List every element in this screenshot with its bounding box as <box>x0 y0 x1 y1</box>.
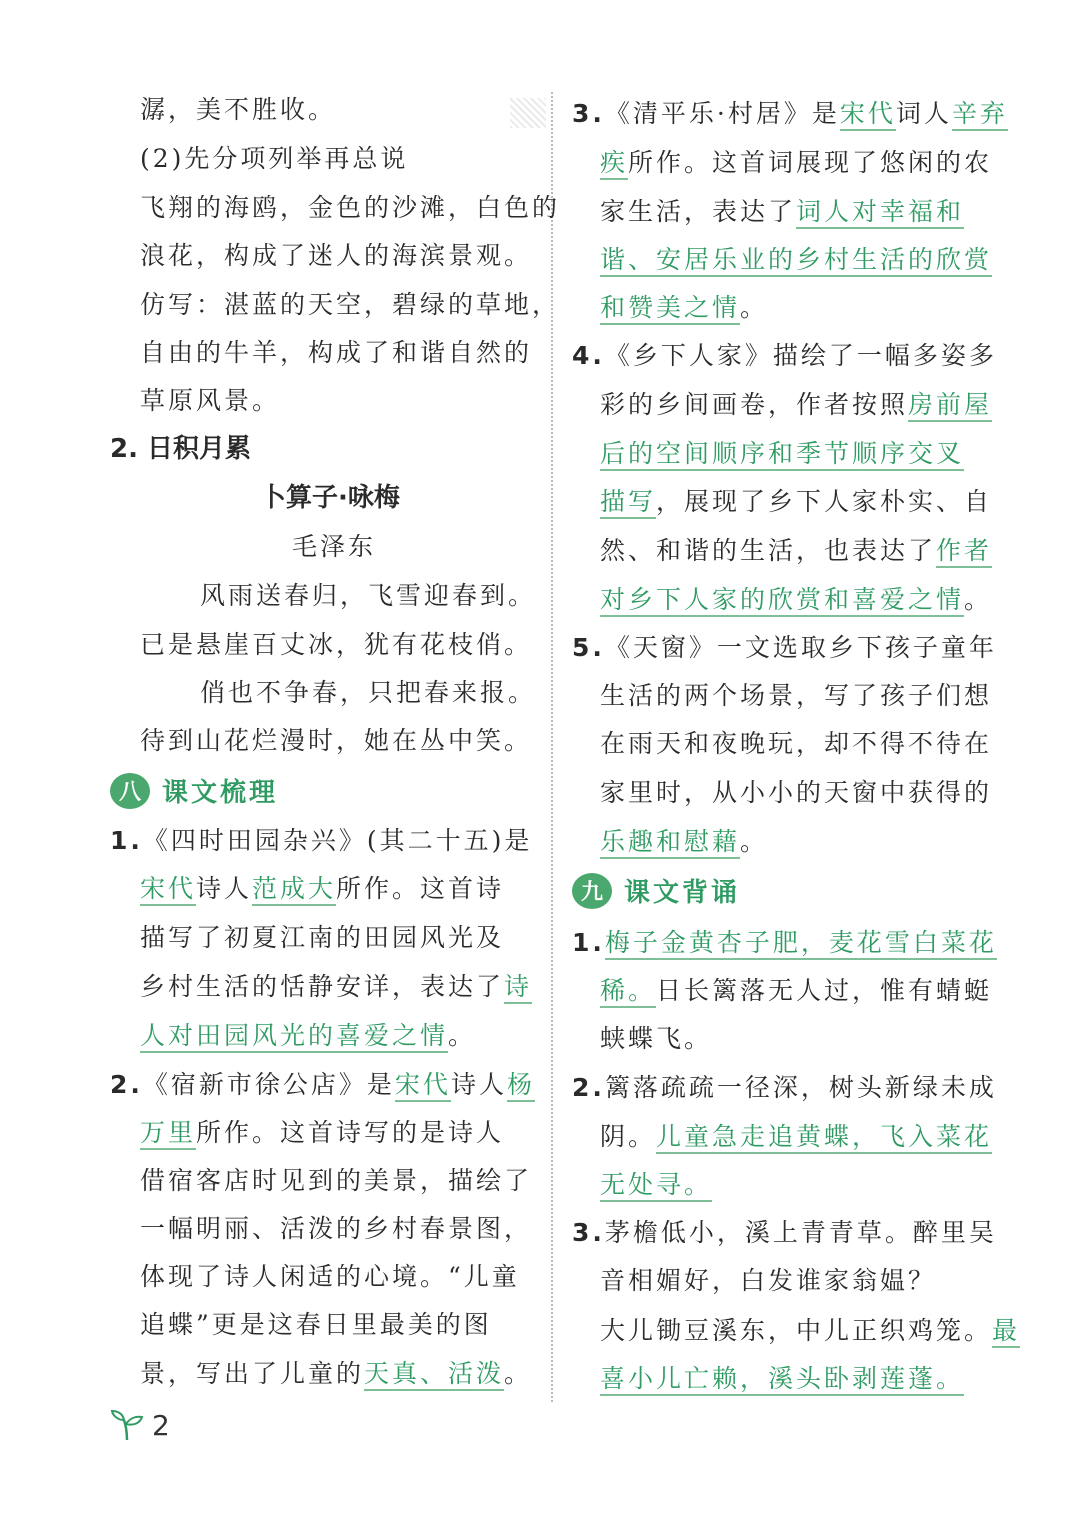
answer-span: 万里 <box>140 1118 196 1150</box>
text-line: 生活的两个场景，写了孩子们想 <box>600 681 993 710</box>
answer-span: 对乡下人家的欣赏和喜爱之情 <box>600 585 964 617</box>
text-span: 。 <box>740 293 769 322</box>
text-line: 飞翔的海鸥，金色的沙滩，白色的 <box>140 193 561 222</box>
section-header-9 <box>572 872 740 909</box>
text-span: 诗人 <box>196 874 253 903</box>
text-line: 体现了诗人闲适的心境。“儿童 <box>140 1262 520 1291</box>
poem-line: 俏也不争春，只把春来报。 <box>200 678 537 707</box>
text-span: 然、和谐的生活，也表达了 <box>600 536 937 565</box>
text-span: 。 <box>740 827 769 856</box>
page-number: 2 <box>152 1408 170 1442</box>
text-line <box>600 536 992 566</box>
text-span: 日长篱落无人过，惟有蜻蜓 <box>656 976 993 1005</box>
text-line: 在雨天和夜晚玩，却不得不待在 <box>600 729 993 758</box>
text-span: 彩的乡间画卷，作者按照 <box>600 390 909 419</box>
text-line <box>600 439 964 469</box>
text-line <box>110 826 532 856</box>
text-line <box>600 976 992 1006</box>
sprout-icon <box>110 1408 144 1442</box>
answer-span: 和赞美之情 <box>600 293 740 325</box>
text-span: 篱落疏疏一径深，树头新绿未成 <box>604 1073 997 1102</box>
answer-span: 梅子金黄杏子肥，麦花雪白菜花 <box>605 928 997 960</box>
answer-span: 辛弃 <box>952 99 1008 131</box>
answer-span: 天真、活泼 <box>364 1359 504 1391</box>
poem-author: 毛泽东 <box>292 532 377 561</box>
text-line <box>600 1364 964 1394</box>
text-line: 描写了初夏江南的田园风光及 <box>140 923 505 952</box>
answer-span: 作者 <box>936 536 992 568</box>
answer-span: 词人对幸福和 <box>796 197 964 229</box>
text-line <box>140 972 532 1002</box>
text-line <box>600 148 992 178</box>
text-line <box>572 633 997 663</box>
answer-span: 范成大 <box>252 874 336 906</box>
text-line <box>600 585 992 615</box>
text-span: 词人 <box>895 99 952 128</box>
text-span: 所作。这首诗 <box>336 874 505 903</box>
text-span: 所作。这首诗写的是诗人 <box>196 1118 505 1147</box>
text-span: 。 <box>504 1359 533 1388</box>
item-number: 1. <box>572 928 605 957</box>
section-title: 课文梳理 <box>162 778 279 808</box>
text-line: 浪花，构成了迷人的海滨景观。 <box>140 241 533 270</box>
answer-span: 宋代 <box>395 1070 451 1102</box>
item-title: 日积月累 <box>147 434 252 464</box>
item-number: 3. <box>572 99 605 128</box>
answer-span: 疾 <box>600 148 628 180</box>
text-line <box>140 1118 504 1148</box>
text-line <box>572 928 997 958</box>
poem-title: 卜算子·咏梅 <box>260 483 400 513</box>
text-line <box>572 341 997 371</box>
text-line <box>600 1170 712 1200</box>
item-heading <box>110 434 251 464</box>
text-line <box>600 245 992 275</box>
section-header-8 <box>110 772 278 809</box>
text-span: 阴。 <box>600 1122 657 1151</box>
section-badge: 九 <box>572 873 612 909</box>
text-line: 仿写：湛蓝的天空，碧绿的草地， <box>140 290 561 319</box>
corner-texture <box>510 98 546 128</box>
text-line: 家里时，从小小的天窗中获得的 <box>600 778 993 807</box>
text-line: 自由的牛羊，构成了和谐自然的 <box>140 338 533 367</box>
text-span: 大儿锄豆溪东，中儿正织鸡笼。 <box>600 1316 993 1345</box>
poem-line: 风雨送春归，飞雪迎春到。 <box>200 581 537 610</box>
text-span: 所作。这首词展现了悠闲的农 <box>628 148 993 177</box>
text-span: 。 <box>448 1021 477 1050</box>
item-number: 1. <box>110 826 143 855</box>
text-line <box>572 1073 997 1103</box>
item-number: 4. <box>572 341 605 370</box>
item-number: 2. <box>572 1073 605 1102</box>
text-line: 潺，美不胜收。 <box>140 95 337 124</box>
text-line <box>140 1021 476 1051</box>
answer-span: 稀。 <box>600 976 656 1008</box>
answer-span: 儿童急走追黄蝶，飞入菜花 <box>656 1122 992 1154</box>
answer-span: 最 <box>992 1316 1020 1348</box>
answer-span: 宋代 <box>840 99 896 131</box>
text-span: 《天窗》一文选取乡下孩子童年 <box>604 633 997 662</box>
text-line <box>110 1070 535 1100</box>
text-line: 草原风景。 <box>140 386 281 415</box>
text-line: 一幅明丽、活泼的乡村春景图， <box>140 1214 533 1243</box>
text-line <box>600 487 992 517</box>
answer-span: 房前屋 <box>908 390 992 422</box>
text-span: 乡村生活的恬静安详，表达了 <box>140 972 505 1001</box>
item-number: 3. <box>572 1218 605 1247</box>
answer-span: 宋代 <box>140 874 196 906</box>
text-line <box>600 390 992 420</box>
poem-line: 待到山花烂漫时，她在丛中笑。 <box>140 726 533 755</box>
text-line <box>140 1359 532 1389</box>
section-title: 课文背诵 <box>624 878 741 908</box>
text-span: 家生活，表达了 <box>600 197 797 226</box>
text-span: 诗人 <box>450 1070 507 1099</box>
answer-span: 无处寻。 <box>600 1170 712 1202</box>
text-span: 《清平乐·村居》是 <box>604 99 840 128</box>
text-span: 茅檐低小，溪上青青草。醉里吴 <box>604 1218 997 1247</box>
column-divider <box>551 92 554 1402</box>
item-number: 2. <box>110 434 138 464</box>
poem-line: 已是悬崖百丈冰，犹有花枝俏。 <box>140 630 533 659</box>
text-line <box>600 1122 992 1152</box>
page-footer <box>110 1408 170 1442</box>
answer-span: 诗 <box>504 972 532 1004</box>
text-line: (2)先分项列举再总说 <box>140 144 409 173</box>
answer-span: 后的空间顺序和季节顺序交叉 <box>600 439 964 471</box>
text-span: ，展现了乡下人家朴实、自 <box>656 487 993 516</box>
answer-span: 谐、安居乐业的乡村生活的欣赏 <box>600 245 992 277</box>
text-span: 。 <box>964 585 993 614</box>
answer-span: 乐趣和慰藉 <box>600 827 740 859</box>
text-line <box>572 99 1008 129</box>
text-span: 《宿新市徐公店》是 <box>142 1070 395 1099</box>
text-line <box>572 1218 997 1248</box>
text-line <box>140 874 504 904</box>
answer-span: 喜小儿亡赖，溪头卧剥莲蓬。 <box>600 1364 964 1396</box>
text-line: 追蝶”更是这春日里最美的图 <box>140 1310 492 1339</box>
text-line: 借宿客店时见到的美景，描绘了 <box>140 1166 533 1195</box>
text-line <box>600 293 768 323</box>
section-badge: 八 <box>110 773 150 809</box>
answer-span: 描写 <box>600 487 656 519</box>
answer-span: 人对田园风光的喜爱之情 <box>140 1021 448 1053</box>
text-line: 蛱蝶飞。 <box>600 1024 713 1053</box>
item-number: 2. <box>110 1070 143 1099</box>
text-line <box>600 1316 1020 1346</box>
item-number: 5. <box>572 633 605 662</box>
text-line: 音相媚好，白发谁家翁媪？ <box>600 1266 937 1295</box>
text-line <box>600 197 964 227</box>
answer-span: 杨 <box>507 1070 535 1102</box>
text-span: 《四时田园杂兴》(其二十五)是 <box>142 826 533 855</box>
text-line <box>600 827 768 857</box>
text-span: 景，写出了儿童的 <box>140 1359 365 1388</box>
text-span: 《乡下人家》描绘了一幅多姿多 <box>604 341 997 370</box>
